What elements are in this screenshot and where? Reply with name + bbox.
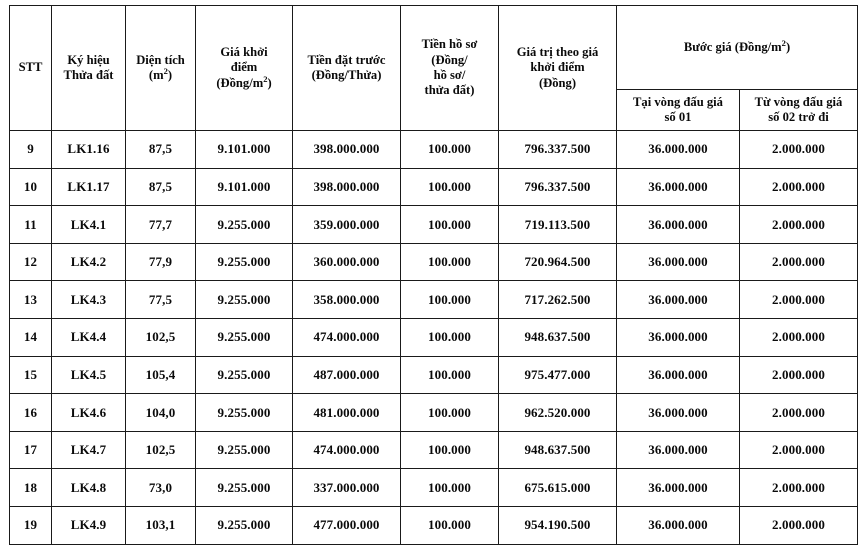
cell-buoc-gia-vong-02: 2.000.000 bbox=[740, 131, 858, 169]
cell-ky-hieu: LK4.3 bbox=[52, 281, 126, 319]
cell-tien-dat-truoc: 474.000.000 bbox=[293, 431, 401, 469]
cell-buoc-gia-vong-01: 36.000.000 bbox=[617, 281, 740, 319]
cell-gia-tri: 796.337.500 bbox=[499, 168, 617, 206]
cell-dien-tich: 87,5 bbox=[126, 168, 196, 206]
column-header-tien-dat-truoc-line2: (Đồng/Thửa) bbox=[311, 68, 382, 82]
cell-stt: 14 bbox=[10, 318, 52, 356]
cell-ky-hieu: LK4.4 bbox=[52, 318, 126, 356]
table-row bbox=[10, 356, 858, 394]
cell-dien-tich: 102,5 bbox=[126, 431, 196, 469]
column-header-ky-hieu-line1: Ký hiệu bbox=[67, 52, 110, 67]
column-header-gia-tri-theo-gia-khoi-diem bbox=[499, 6, 617, 131]
cell-dien-tich: 103,1 bbox=[126, 506, 196, 544]
cell-tien-ho-so: 100.000 bbox=[401, 506, 499, 544]
cell-gia-tri: 948.637.500 bbox=[499, 318, 617, 356]
cell-gia-tri: 954.190.500 bbox=[499, 506, 617, 544]
dien-tich-unit-sup: 2 bbox=[163, 65, 168, 76]
table-row bbox=[10, 506, 858, 544]
cell-gia-tri: 719.113.500 bbox=[499, 206, 617, 244]
cell-stt: 10 bbox=[10, 168, 52, 206]
cell-gia-khoi-diem: 9.255.000 bbox=[196, 318, 293, 356]
cell-gia-khoi-diem: 9.255.000 bbox=[196, 356, 293, 394]
gkd-unit-sup: 2 bbox=[263, 73, 268, 84]
cell-buoc-gia-vong-01: 36.000.000 bbox=[617, 506, 740, 544]
cell-dien-tich: 104,0 bbox=[126, 394, 196, 432]
cell-tien-dat-truoc: 359.000.000 bbox=[293, 206, 401, 244]
column-header-buoc-gia-vong-01-line1: Tại vòng đấu giá bbox=[633, 94, 723, 109]
cell-buoc-gia-vong-02: 2.000.000 bbox=[740, 506, 858, 544]
cell-dien-tich: 77,9 bbox=[126, 243, 196, 281]
cell-buoc-gia-vong-01: 36.000.000 bbox=[617, 243, 740, 281]
cell-tien-dat-truoc: 358.000.000 bbox=[293, 281, 401, 319]
cell-tien-ho-so: 100.000 bbox=[401, 431, 499, 469]
cell-stt: 17 bbox=[10, 431, 52, 469]
buoc-gia-sup: 2 bbox=[781, 37, 786, 48]
column-header-buoc-gia-label bbox=[619, 37, 855, 55]
column-header-gia-khoi-diem-line2: điểm bbox=[230, 60, 258, 75]
cell-stt: 13 bbox=[10, 281, 52, 319]
cell-buoc-gia-vong-01: 36.000.000 bbox=[617, 356, 740, 394]
cell-buoc-gia-vong-01: 36.000.000 bbox=[617, 168, 740, 206]
auction-table-container bbox=[9, 5, 857, 533]
table-row bbox=[10, 394, 858, 432]
column-header-tien-ho-so-line1: Tiền hồ sơ bbox=[421, 37, 478, 52]
cell-stt: 19 bbox=[10, 506, 52, 544]
column-header-buoc-gia-vong-02-line2: số 02 trở đi bbox=[768, 110, 829, 124]
column-header-dien-tich-line2 bbox=[128, 65, 193, 83]
column-header-ky-hieu-thua-dat bbox=[52, 6, 126, 131]
cell-buoc-gia-vong-01: 36.000.000 bbox=[617, 206, 740, 244]
cell-gia-tri: 717.262.500 bbox=[499, 281, 617, 319]
cell-stt: 15 bbox=[10, 356, 52, 394]
cell-dien-tich: 77,5 bbox=[126, 281, 196, 319]
cell-gia-tri: 796.337.500 bbox=[499, 131, 617, 169]
column-header-tien-ho-so bbox=[401, 6, 499, 131]
cell-dien-tich: 102,5 bbox=[126, 318, 196, 356]
cell-gia-tri: 962.520.000 bbox=[499, 394, 617, 432]
column-header-gia-tri-line3: (Đồng) bbox=[538, 75, 577, 90]
cell-gia-tri: 975.477.000 bbox=[499, 356, 617, 394]
cell-buoc-gia-vong-01: 36.000.000 bbox=[617, 431, 740, 469]
cell-gia-khoi-diem: 9.101.000 bbox=[196, 131, 293, 169]
cell-gia-tri: 675.615.000 bbox=[499, 469, 617, 507]
cell-gia-khoi-diem: 9.255.000 bbox=[196, 469, 293, 507]
cell-gia-khoi-diem: 9.255.000 bbox=[196, 206, 293, 244]
cell-stt: 9 bbox=[10, 131, 52, 169]
cell-gia-tri: 720.964.500 bbox=[499, 243, 617, 281]
cell-buoc-gia-vong-02: 2.000.000 bbox=[740, 356, 858, 394]
column-header-buoc-gia-vong-01 bbox=[617, 90, 740, 131]
column-header-gia-tri-line1: Giá trị theo giá bbox=[516, 44, 599, 59]
column-header-stt bbox=[10, 6, 52, 131]
cell-ky-hieu: LK4.8 bbox=[52, 469, 126, 507]
column-header-gia-khoi-diem bbox=[196, 6, 293, 131]
cell-tien-dat-truoc: 398.000.000 bbox=[293, 168, 401, 206]
cell-buoc-gia-vong-02: 2.000.000 bbox=[740, 281, 858, 319]
cell-buoc-gia-vong-01: 36.000.000 bbox=[617, 318, 740, 356]
cell-buoc-gia-vong-02: 2.000.000 bbox=[740, 431, 858, 469]
cell-buoc-gia-vong-02: 2.000.000 bbox=[740, 394, 858, 432]
table-row bbox=[10, 281, 858, 319]
cell-tien-ho-so: 100.000 bbox=[401, 318, 499, 356]
buoc-gia-pre: Bước giá (Đồng/m bbox=[683, 39, 782, 54]
cell-tien-ho-so: 100.000 bbox=[401, 281, 499, 319]
cell-buoc-gia-vong-02: 2.000.000 bbox=[740, 243, 858, 281]
cell-dien-tich: 77,7 bbox=[126, 206, 196, 244]
column-header-tien-ho-so-line2: (Đồng/ bbox=[431, 52, 468, 67]
column-header-gia-khoi-diem-line1: Giá khởi bbox=[220, 44, 268, 59]
column-header-tien-ho-so-line3: hồ sơ/ bbox=[433, 68, 466, 82]
cell-ky-hieu: LK4.6 bbox=[52, 394, 126, 432]
column-header-dien-tich bbox=[126, 6, 196, 131]
table-body bbox=[10, 131, 858, 545]
cell-buoc-gia-vong-02: 2.000.000 bbox=[740, 206, 858, 244]
cell-stt: 12 bbox=[10, 243, 52, 281]
cell-tien-dat-truoc: 481.000.000 bbox=[293, 394, 401, 432]
cell-ky-hieu: LK1.16 bbox=[52, 131, 126, 169]
auction-price-table bbox=[9, 5, 858, 545]
table-row bbox=[10, 243, 858, 281]
table-header-row-main bbox=[10, 6, 858, 90]
column-header-dien-tich-line1: Diện tích bbox=[136, 52, 185, 67]
gkd-unit-post: ) bbox=[267, 75, 272, 90]
cell-ky-hieu: LK4.1 bbox=[52, 206, 126, 244]
cell-buoc-gia-vong-02: 2.000.000 bbox=[740, 318, 858, 356]
cell-tien-dat-truoc: 337.000.000 bbox=[293, 469, 401, 507]
cell-tien-dat-truoc: 487.000.000 bbox=[293, 356, 401, 394]
column-header-buoc-gia-vong-02 bbox=[740, 90, 858, 131]
cell-dien-tich: 105,4 bbox=[126, 356, 196, 394]
column-header-buoc-gia-vong-01-line2: số 01 bbox=[664, 110, 692, 124]
table-row bbox=[10, 431, 858, 469]
dien-tich-unit-post: ) bbox=[167, 68, 173, 82]
cell-tien-ho-so: 100.000 bbox=[401, 168, 499, 206]
cell-dien-tich: 73,0 bbox=[126, 469, 196, 507]
cell-tien-dat-truoc: 477.000.000 bbox=[293, 506, 401, 544]
table-row bbox=[10, 206, 858, 244]
cell-tien-ho-so: 100.000 bbox=[401, 131, 499, 169]
table-header bbox=[10, 6, 858, 131]
cell-tien-ho-so: 100.000 bbox=[401, 206, 499, 244]
cell-tien-ho-so: 100.000 bbox=[401, 243, 499, 281]
column-header-ky-hieu-line2: Thửa đất bbox=[63, 68, 114, 82]
cell-buoc-gia-vong-01: 36.000.000 bbox=[617, 131, 740, 169]
cell-ky-hieu: LK4.7 bbox=[52, 431, 126, 469]
cell-tien-ho-so: 100.000 bbox=[401, 469, 499, 507]
cell-gia-khoi-diem: 9.101.000 bbox=[196, 168, 293, 206]
cell-tien-ho-so: 100.000 bbox=[401, 394, 499, 432]
cell-gia-khoi-diem: 9.255.000 bbox=[196, 506, 293, 544]
cell-stt: 11 bbox=[10, 206, 52, 244]
cell-buoc-gia-vong-02: 2.000.000 bbox=[740, 168, 858, 206]
cell-buoc-gia-vong-02: 2.000.000 bbox=[740, 469, 858, 507]
column-header-gia-khoi-diem-line3 bbox=[198, 73, 290, 91]
cell-gia-khoi-diem: 9.255.000 bbox=[196, 394, 293, 432]
cell-gia-tri: 948.637.500 bbox=[499, 431, 617, 469]
table-row bbox=[10, 469, 858, 507]
cell-buoc-gia-vong-01: 36.000.000 bbox=[617, 469, 740, 507]
cell-ky-hieu: LK4.9 bbox=[52, 506, 126, 544]
cell-gia-khoi-diem: 9.255.000 bbox=[196, 281, 293, 319]
cell-tien-dat-truoc: 360.000.000 bbox=[293, 243, 401, 281]
gkd-unit-pre: (Đồng/m bbox=[216, 75, 264, 90]
table-row bbox=[10, 131, 858, 169]
cell-tien-ho-so: 100.000 bbox=[401, 356, 499, 394]
column-header-buoc-gia-vong-02-line1: Từ vòng đấu giá bbox=[754, 94, 843, 109]
cell-tien-dat-truoc: 474.000.000 bbox=[293, 318, 401, 356]
column-header-tien-dat-truoc-line1: Tiền đặt trước bbox=[307, 52, 386, 67]
dien-tich-unit-pre: (m bbox=[148, 68, 164, 82]
cell-dien-tich: 87,5 bbox=[126, 131, 196, 169]
cell-stt: 18 bbox=[10, 469, 52, 507]
cell-buoc-gia-vong-01: 36.000.000 bbox=[617, 394, 740, 432]
cell-gia-khoi-diem: 9.255.000 bbox=[196, 243, 293, 281]
column-header-tien-dat-truoc bbox=[293, 6, 401, 131]
cell-ky-hieu: LK4.2 bbox=[52, 243, 126, 281]
column-header-tien-ho-so-line4: thửa đất) bbox=[424, 83, 475, 98]
column-header-stt-label: STT bbox=[18, 60, 43, 75]
buoc-gia-post: ) bbox=[785, 39, 791, 54]
table-row bbox=[10, 318, 858, 356]
cell-stt: 16 bbox=[10, 394, 52, 432]
column-header-gia-tri-line2: khởi điểm bbox=[530, 60, 585, 75]
column-header-buoc-gia-group bbox=[617, 6, 858, 90]
table-row bbox=[10, 168, 858, 206]
cell-gia-khoi-diem: 9.255.000 bbox=[196, 431, 293, 469]
cell-ky-hieu: LK4.5 bbox=[52, 356, 126, 394]
cell-tien-dat-truoc: 398.000.000 bbox=[293, 131, 401, 169]
cell-ky-hieu: LK1.17 bbox=[52, 168, 126, 206]
